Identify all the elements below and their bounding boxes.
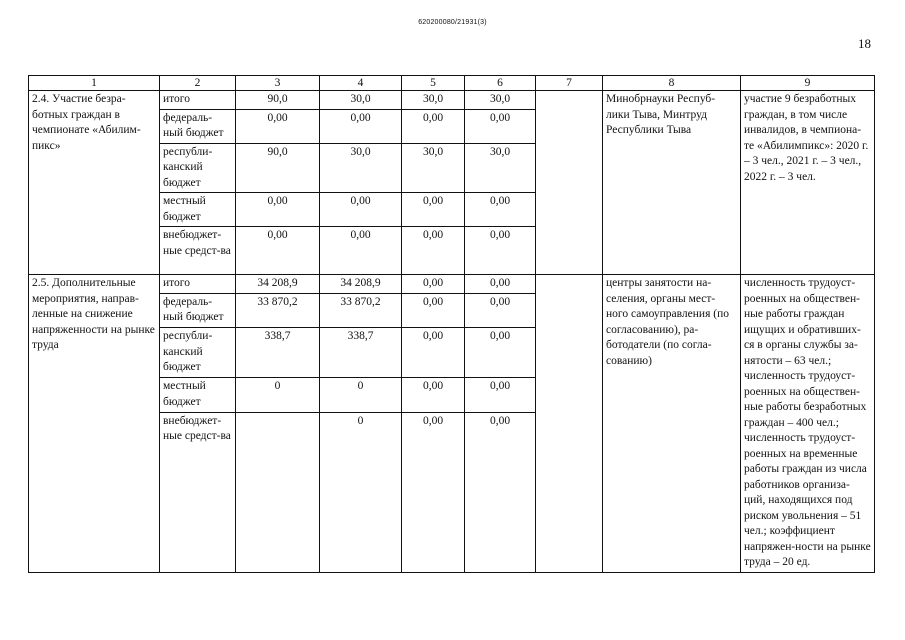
value-cell: 0,00 <box>465 227 536 275</box>
value-cell: 0,00 <box>465 293 536 327</box>
value-cell: 0 <box>320 412 402 572</box>
page-number: 18 <box>858 36 871 51</box>
value-cell: 30,0 <box>465 143 536 193</box>
value-cell: 338,7 <box>320 328 402 378</box>
value-cell: 0,00 <box>465 109 536 143</box>
header-cell: 9 <box>741 76 875 91</box>
funding-source-cell: республи-канский бюджет <box>160 143 236 193</box>
value-cell: 0,00 <box>402 293 465 327</box>
value-cell: 0,00 <box>402 227 465 275</box>
funding-source-cell: федераль-ный бюджет <box>160 293 236 327</box>
result-cell: участие 9 безработных граждан, в том числе инвалидов, в чемпиона-те «Абилимпикс»: 2020 г. – 3 чел., 2021 г. – 3 чел., 2022 г. – 3 чел. <box>741 91 875 275</box>
value-cell: 0,00 <box>402 378 465 412</box>
value-cell: 90,0 <box>236 143 320 193</box>
value-cell: 30,0 <box>465 91 536 110</box>
value-cell: 0 <box>236 378 320 412</box>
header-cell: 3 <box>236 76 320 91</box>
funding-source-cell: федераль-ный бюджет <box>160 109 236 143</box>
funding-source-cell: местный бюджет <box>160 193 236 227</box>
activity-title-cell: 2.5. Дополнительные мероприятия, направ-ленные на снижение напряженности на рынке труда <box>29 275 160 573</box>
value-cell: 33 870,2 <box>236 293 320 327</box>
header-cell: 6 <box>465 76 536 91</box>
value-cell: 34 208,9 <box>320 275 402 294</box>
value-cell: 0,00 <box>402 193 465 227</box>
funding-source-cell: местный бюджет <box>160 378 236 412</box>
table-row <box>29 91 875 110</box>
value-cell: 90,0 <box>236 91 320 110</box>
value-cell: 34 208,9 <box>236 275 320 294</box>
header-cell: 5 <box>402 76 465 91</box>
value-cell: 338,7 <box>236 328 320 378</box>
value-cell: 30,0 <box>320 143 402 193</box>
funding-source-cell: итого <box>160 91 236 110</box>
empty-cell <box>536 275 603 573</box>
value-cell: 0,00 <box>402 412 465 572</box>
executor-cell: Минобрнауки Респуб-лики Тыва, Минтруд Республики Тыва <box>603 91 741 275</box>
executor-cell: центры занятости на-селения, органы мест-ного самоуправления (по согласованию), ра-ботодатели (по согла-сованию) <box>603 275 741 573</box>
result-cell: численность трудоуст-роенных на обществен-ные работы граждан ищущих и обративших-ся в органы службы за-нятости – 63 чел.; численность трудоуст-роенных на обществен-ные работы безработных граждан – 400 чел.; численность трудоуст-роенных на временные работы граждан из числа работников организа-ций, находящихся под риском увольнения – 51 чел.; коэффициент напряжен-ности на рынке труда – 20 ед. <box>741 275 875 573</box>
value-cell: 0,00 <box>320 227 402 275</box>
value-cell: 0,00 <box>236 193 320 227</box>
header-cell: 8 <box>603 76 741 91</box>
value-cell: 0,00 <box>402 328 465 378</box>
value-cell: 0,00 <box>465 328 536 378</box>
funding-source-cell: внебюджет-ные средст-ва <box>160 412 236 572</box>
value-cell: 0,00 <box>465 412 536 572</box>
value-cell: 0,00 <box>236 227 320 275</box>
value-cell: 33 870,2 <box>320 293 402 327</box>
value-cell: 0,00 <box>465 378 536 412</box>
value-cell: 0,00 <box>236 109 320 143</box>
activity-title-cell: 2.4. Участие безра-ботных граждан в чемпионате «Абилим-пикс» <box>29 91 160 275</box>
header-cell: 7 <box>536 76 603 91</box>
value-cell <box>236 412 320 572</box>
value-cell: 0,00 <box>465 275 536 294</box>
value-cell: 0,00 <box>465 193 536 227</box>
value-cell: 0,00 <box>402 109 465 143</box>
document-code: 620200080/21931(3) <box>418 19 487 26</box>
header-row <box>29 76 875 91</box>
funding-source-cell: внебюджет-ные средст-ва <box>160 227 236 275</box>
value-cell: 30,0 <box>402 143 465 193</box>
value-cell: 30,0 <box>402 91 465 110</box>
header-cell: 1 <box>29 76 160 91</box>
value-cell: 0,00 <box>320 109 402 143</box>
empty-cell <box>536 91 603 275</box>
value-cell: 0,00 <box>320 193 402 227</box>
value-cell: 30,0 <box>320 91 402 110</box>
table-row <box>29 275 875 294</box>
funding-source-cell: республи-канский бюджет <box>160 328 236 378</box>
funding-source-cell: итого <box>160 275 236 294</box>
header-cell: 4 <box>320 76 402 91</box>
value-cell: 0 <box>320 378 402 412</box>
program-table <box>28 75 875 573</box>
value-cell: 0,00 <box>402 275 465 294</box>
header-cell: 2 <box>160 76 236 91</box>
